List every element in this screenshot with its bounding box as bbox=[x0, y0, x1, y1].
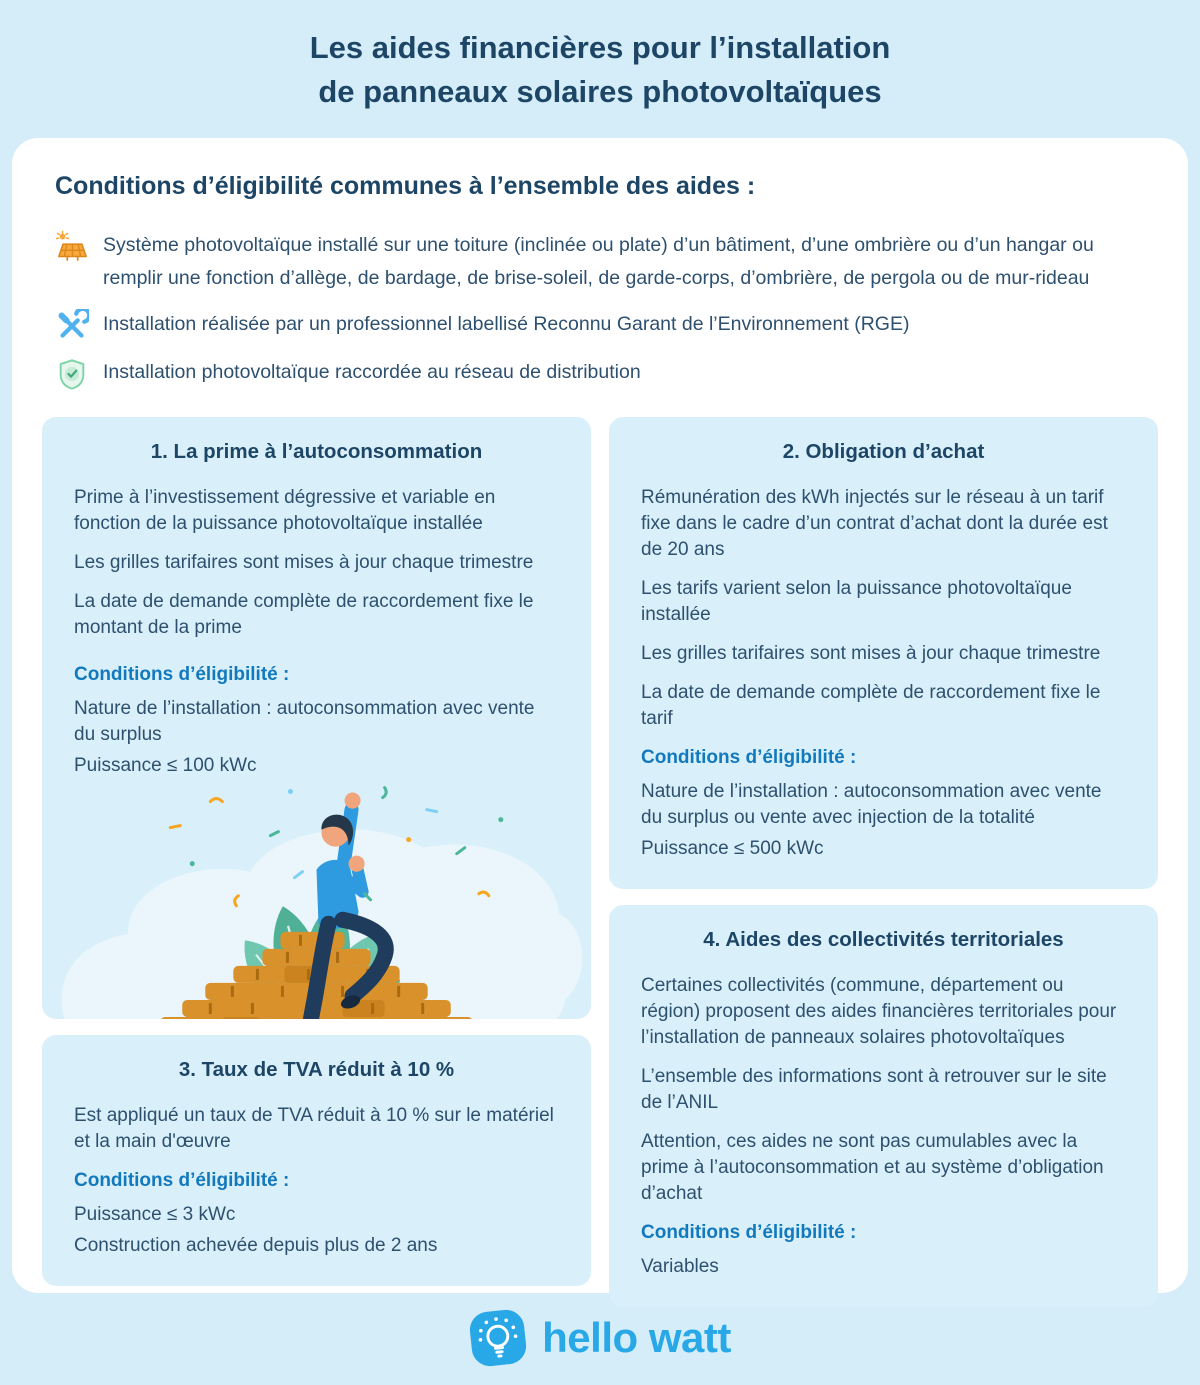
card-title: 1. La prime à l’autoconsommation bbox=[150, 440, 483, 463]
card-title: 3. Taux de TVA réduit à 10 % bbox=[178, 1058, 455, 1081]
page-title-line2: de panneaux solaires photovoltaïques bbox=[318, 74, 882, 109]
conditions-label: Conditions d’éligibilité : bbox=[74, 664, 290, 685]
card-collectivites-territoriales bbox=[609, 905, 1158, 1307]
list-item-text: Système photovoltaïque installé sur une toiture (inclinée ou plate) d’un bâtiment, d’une ombrière ou d’un hangar ou remplir une fonction d’allège, de bardage, de brise-soleil, de garde-corps, d’ombrière, de pergola ou de mur-rideau bbox=[103, 234, 1094, 289]
card-paragraph: Attention, ces aides ne sont pas cumulables avec la prime à l’autoconsommation et au système d’obligation d’achat bbox=[641, 1131, 1104, 1204]
brand-name: hello watt bbox=[542, 1314, 731, 1361]
main-card bbox=[12, 138, 1188, 1293]
list-item-rge bbox=[55, 308, 1135, 343]
card-paragraph: Prime à l’investissement dégressive et variable en fonction de la puissance photovoltaïque installée bbox=[74, 487, 496, 534]
condition-item: Construction achevée depuis plus de 2 ans bbox=[74, 1235, 438, 1256]
page-title-line1: Les aides financières pour l’installation bbox=[309, 30, 891, 65]
card-paragraph: Rémunération des kWh injectés sur le réseau à un tarif fixe dans le cadre d’un contrat d’achat dont la durée est de 20 ans bbox=[641, 487, 1108, 560]
card-paragraph: La date de demande complète de raccordement fixe le tarif bbox=[641, 682, 1101, 729]
right-column bbox=[609, 417, 1158, 1307]
lightbulb-icon bbox=[466, 1306, 530, 1370]
list-item-text: Installation réalisée par un professionnel labellisé Reconnu Garant de l’Environnement (RGE) bbox=[103, 313, 910, 335]
conditions-label: Conditions d’éligibilité : bbox=[641, 747, 857, 768]
conditions-label: Conditions d’éligibilité : bbox=[641, 1222, 857, 1243]
card-paragraph: Certaines collectivités (commune, département ou région) proposent des aides financières territoriales pour l’installation de panneaux solaires photovoltaïques bbox=[641, 975, 1117, 1048]
common-conditions-heading: Conditions d’éligibilité communes à l’ensemble des aides : bbox=[55, 172, 756, 200]
card-obligation-achat bbox=[609, 417, 1158, 889]
condition-item: Nature de l’installation : autoconsommation avec vente du surplus bbox=[74, 698, 535, 745]
condition-item: Puissance ≤ 500 kWc bbox=[641, 838, 824, 859]
condition-item: Puissance ≤ 100 kWc bbox=[74, 755, 257, 776]
conditions-label: Conditions d’éligibilité : bbox=[74, 1170, 290, 1191]
card-prime-autoconsommation bbox=[42, 417, 591, 1019]
common-conditions-list bbox=[55, 229, 1135, 391]
shield-check-icon bbox=[55, 357, 89, 391]
page-header bbox=[0, 0, 1200, 114]
man-jumping-on-coins-illustration bbox=[42, 784, 591, 1019]
card-title: 4. Aides des collectivités territoriales bbox=[703, 928, 1064, 951]
card-paragraph: La date de demande complète de raccordement fixe le montant de la prime bbox=[74, 591, 534, 638]
aid-cards-grid bbox=[42, 417, 1158, 1307]
condition-item: Variables bbox=[641, 1256, 719, 1277]
card-tva bbox=[42, 1035, 591, 1286]
card-title: 2. Obligation d’achat bbox=[782, 440, 985, 463]
list-item-text: Installation photovoltaïque raccordée au réseau de distribution bbox=[103, 361, 641, 383]
condition-item: Puissance ≤ 3 kWc bbox=[74, 1204, 236, 1225]
list-item-grid bbox=[55, 356, 1135, 391]
condition-item: Nature de l’installation : autoconsommation avec vente du surplus ou vente avec injection de la totalité bbox=[641, 781, 1102, 828]
left-column bbox=[42, 417, 591, 1307]
card-paragraph: Les grilles tarifaires sont mises à jour chaque trimestre bbox=[641, 643, 1101, 664]
card-paragraph: Les grilles tarifaires sont mises à jour chaque trimestre bbox=[74, 552, 534, 573]
list-item-roof bbox=[55, 229, 1135, 295]
solar-panel-icon bbox=[55, 230, 89, 264]
card-paragraph: Les tarifs varient selon la puissance photovoltaïque installée bbox=[641, 578, 1072, 625]
page-title bbox=[0, 26, 1200, 114]
tools-icon bbox=[55, 309, 89, 343]
card-paragraph: L’ensemble des informations sont à retrouver sur le site de l’ANIL bbox=[641, 1066, 1107, 1113]
card-paragraph: Est appliqué un taux de TVA réduit à 10 % sur le matériel et la main d'œuvre bbox=[74, 1105, 554, 1152]
